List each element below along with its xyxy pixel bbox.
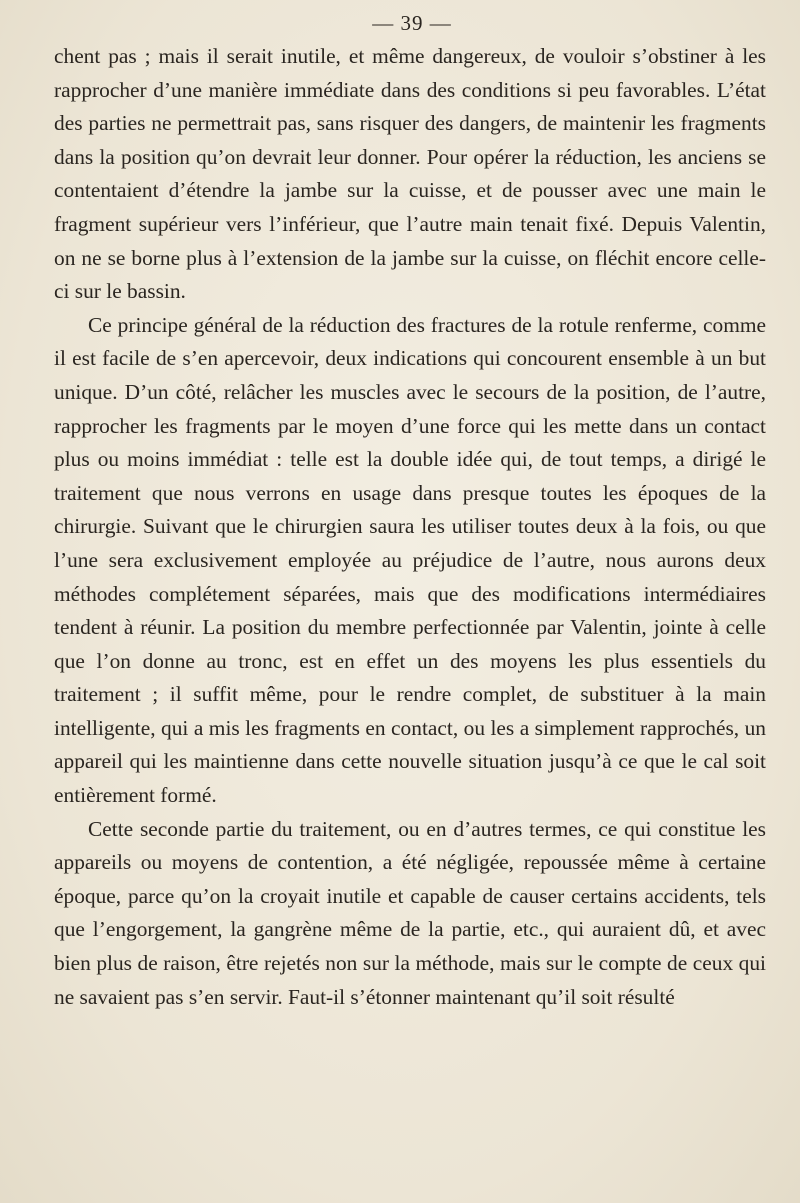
paragraph-3: Cette seconde partie du traitement, ou en d’autres termes, ce qui constitue les appareils ou moyens de contention, a été négligée, repoussée même à certaine époque, parce qu’on la croyait inutile et capable de causer certains accidents, tels que l’engorgement, la gangrène même de la partie, etc., qui auraient dû, et avec bien plus de raison, être rejetés non sur la méthode, mais sur le compte de ceux qui ne savaient pas s’en servir. Faut-il s’étonner maintenant qu’il soit résulté: [54, 816, 766, 1009]
paragraph-1: chent pas ; mais il serait inutile, et même dangereux, de vouloir s’obstiner à les rapprocher d’une manière immédiate dans des conditions si peu favorables. L’état des parties ne permettrait pas, sans risquer des dangers, de maintenir les fragments dans la position qu’on devrait leur donner. Pour opérer la réduction, les anciens se contentaient d’étendre la jambe sur la cuisse, et de pousser avec une main le fragment supérieur vers l’inférieur, que l’autre main tenait fixé. Depuis Valentin, on ne se borne plus à l’extension de la jambe sur la cuisse, on fléchit encore celle-ci sur le bassin.: [54, 44, 766, 304]
body-text: [54, 40, 766, 1014]
paragraph-2: Ce principe général de la réduction des fractures de la rotule renferme, comme il est facile de s’en apercevoir, deux indications qui concourent ensemble à un but unique. D’un côté, relâcher les muscles avec le secours de la position, de l’autre, rapprocher les fragments par le moyen d’une force qui les mette dans un contact plus ou moins immédiat : telle est la double idée qui, de tout temps, a dirigé le traitement que nous verrons en usage dans presque toutes les époques de la chirurgie. Suivant que le chirurgien saura les utiliser toutes deux à la fois, ou que l’une sera exclusivement employée au préjudice de l’autre, nous aurons deux méthodes complétement séparées, mais que des modifications intermédiaires tendent à réunir. La position du membre perfectionnée par Valentin, jointe à celle que l’on donne au tronc, est en effet un des moyens les plus essentiels du traitement ; il suffit même, pour le rendre complet, de substituer à la main intelligente, qui a mis les fragments en contact, ou les a simplement rapprochés, un appareil qui les maintienne dans cette nouvelle situation jusqu’à ce que le cal soit entièrement formé.: [54, 312, 766, 808]
page-number: — 39 —: [372, 11, 452, 35]
